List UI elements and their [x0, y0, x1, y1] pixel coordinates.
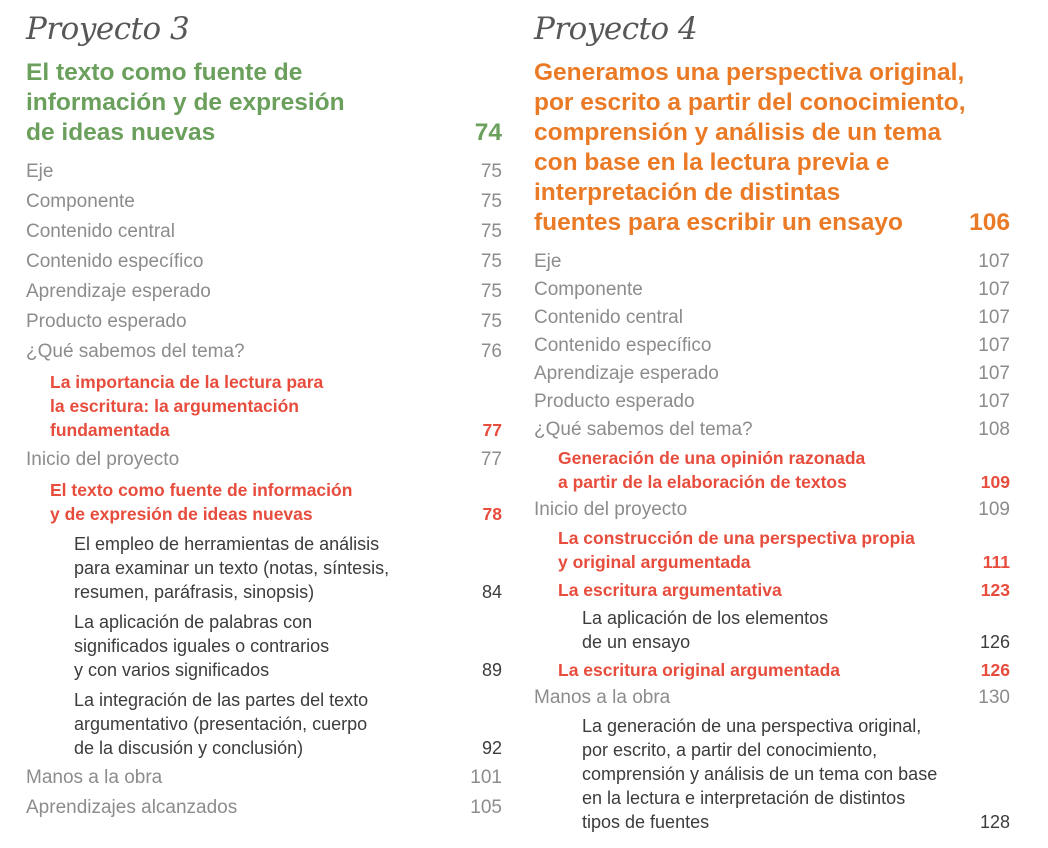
toc-entry-page: 75: [480, 281, 502, 302]
toc-entry: [534, 658, 1010, 682]
toc-entry-title: Eje: [26, 161, 54, 182]
project-heading-title: El texto como fuente de información y de expresión de ideas nuevas: [26, 59, 345, 146]
project-heading-page: 74: [474, 119, 502, 146]
toc-entry-title: Contenido central: [26, 221, 175, 242]
toc-entry: [26, 160, 502, 184]
toc-entry-page: 111: [982, 552, 1010, 572]
toc-entry-title: Componente: [534, 279, 643, 300]
toc-entry-title: Inicio del proyecto: [26, 449, 180, 470]
toc-entry-title: La generación de una perspectiva original, por escrito, a partir del conocimiento, comprensión y análisis de un tema con base en la lectura e interpretación de distintos tipos de fuentes: [582, 716, 938, 832]
toc-entry-page: 75: [480, 251, 502, 272]
toc-entry-title: Manos a la obra: [26, 767, 163, 788]
toc-entry: [26, 280, 502, 304]
toc-entry-title: Aprendizajes alcanzados: [26, 797, 238, 818]
toc-entry-page: 75: [480, 311, 502, 332]
toc-entry-title: Aprendizaje esperado: [534, 363, 719, 384]
toc-entry-title: Manos a la obra: [534, 687, 671, 708]
toc-entry-title: Contenido específico: [534, 335, 712, 356]
toc-entry-page: 107: [978, 335, 1010, 356]
toc-entry: [26, 220, 502, 244]
toc-entry-page: 109: [980, 472, 1010, 492]
toc-entry-page: 130: [978, 687, 1010, 708]
toc-entry: [26, 250, 502, 274]
toc-entry-page: 109: [978, 499, 1010, 520]
toc-column-project-4: [534, 0, 1010, 838]
toc-entry: [534, 578, 1010, 602]
toc-entry: [26, 370, 502, 442]
toc-entry: [534, 362, 1010, 386]
toc-entry-title: La importancia de la lectura para la escritura: la argumentación fundamentada: [50, 372, 324, 440]
toc-entry-title: Contenido central: [534, 307, 683, 328]
toc-entry: [534, 446, 1010, 494]
toc-entry: [534, 606, 1010, 654]
toc-entry-title: La aplicación de los elementos de un ensayo: [582, 608, 829, 652]
toc-column-project-3: [26, 0, 502, 826]
toc-entry: [534, 278, 1010, 302]
toc-entry-page: 108: [978, 419, 1010, 440]
toc-entry-page: 126: [979, 632, 1010, 652]
toc-entry-page: 107: [978, 251, 1010, 272]
toc-entry-title: Generación de una opinión razonada a partir de la elaboración de textos: [558, 448, 866, 492]
toc-entry-title: La aplicación de palabras con significados iguales o contrarios y con varios significados: [74, 612, 330, 680]
toc-entry: [26, 610, 502, 682]
toc-entry-page: 76: [480, 341, 502, 362]
toc-entry-page: 107: [978, 279, 1010, 300]
project-heading-page: 106: [969, 209, 1010, 236]
toc-entry-title: La integración de las partes del texto argumentativo (presentación, cuerpo de la discusión y conclusión): [74, 690, 369, 758]
toc-entry-title: La escritura argumentativa: [558, 580, 782, 600]
toc-entry: [26, 448, 502, 472]
toc-entry: [534, 306, 1010, 330]
toc-entry: [534, 334, 1010, 358]
toc-entry-page: 92: [481, 738, 502, 758]
toc-entry-page: 107: [978, 363, 1010, 384]
toc-entry-title: ¿Qué sabemos del tema?: [534, 419, 753, 440]
toc-entry-page: 128: [979, 812, 1010, 832]
toc-entry-title: Producto esperado: [26, 311, 187, 332]
toc-entry: [26, 688, 502, 760]
toc-entry-page: 107: [978, 307, 1010, 328]
toc-entry-title: ¿Qué sabemos del tema?: [26, 341, 245, 362]
toc-entry-title: Inicio del proyecto: [534, 499, 688, 520]
toc-entry: [26, 796, 502, 820]
project-heading-title: Generamos una perspectiva original, por escrito a partir del conocimiento, comprensión y análisis de un tema con base en la lectura previa e interpretación de distintas fuentes para escribir un ensayo: [534, 59, 966, 236]
toc-entry-title: Eje: [534, 251, 562, 272]
toc-entry-title: Producto esperado: [534, 391, 695, 412]
toc-entry-page: 77: [482, 420, 502, 440]
toc-entry: [534, 418, 1010, 442]
toc-entry-page: 78: [482, 504, 502, 524]
toc-entry-page: 84: [481, 582, 502, 602]
toc-entries: [534, 250, 1010, 834]
toc-entry: [534, 714, 1010, 834]
toc-entry: [26, 478, 502, 526]
toc-entry-title: Aprendizaje esperado: [26, 281, 211, 302]
toc-entry-title: Contenido específico: [26, 251, 204, 272]
project-label: Proyecto 3: [26, 11, 190, 47]
toc-entry-title: El empleo de herramientas de análisis para examinar un texto (notas, síntesis, resumen, paráfrasis, sinopsis): [74, 534, 390, 602]
toc-entry: [26, 310, 502, 334]
toc-entry-title: Componente: [26, 191, 135, 212]
project-label: Proyecto 4: [534, 11, 698, 47]
toc-entry: [534, 498, 1010, 522]
toc-entry-page: 77: [480, 449, 502, 470]
toc-entry-page: 75: [480, 191, 502, 212]
toc-entry-page: 126: [980, 660, 1010, 680]
toc-entry-page: 123: [980, 580, 1010, 600]
project-heading: [534, 58, 1010, 238]
toc-entry: [26, 766, 502, 790]
toc-entry: [534, 526, 1010, 574]
toc-entry-page: 105: [470, 797, 502, 818]
toc-entry: [26, 190, 502, 214]
toc-entry: [26, 340, 502, 364]
toc-entry-page: 75: [480, 221, 502, 242]
toc-entry-page: 89: [481, 660, 502, 680]
project-heading: [26, 58, 502, 148]
toc-entry: [534, 390, 1010, 414]
toc-entry-title: La escritura original argumentada: [558, 660, 841, 680]
toc-entry-page: 75: [480, 161, 502, 182]
toc-entry: [26, 532, 502, 604]
toc-entries: [26, 160, 502, 820]
toc-entry-title: La construcción de una perspectiva propia y original argumentada: [558, 528, 915, 572]
toc-entry-page: 101: [470, 767, 502, 788]
toc-entry: [534, 250, 1010, 274]
toc-entry-title: El texto como fuente de información y de expresión de ideas nuevas: [50, 480, 353, 524]
toc-entry: [534, 686, 1010, 710]
toc-entry-page: 107: [978, 391, 1010, 412]
